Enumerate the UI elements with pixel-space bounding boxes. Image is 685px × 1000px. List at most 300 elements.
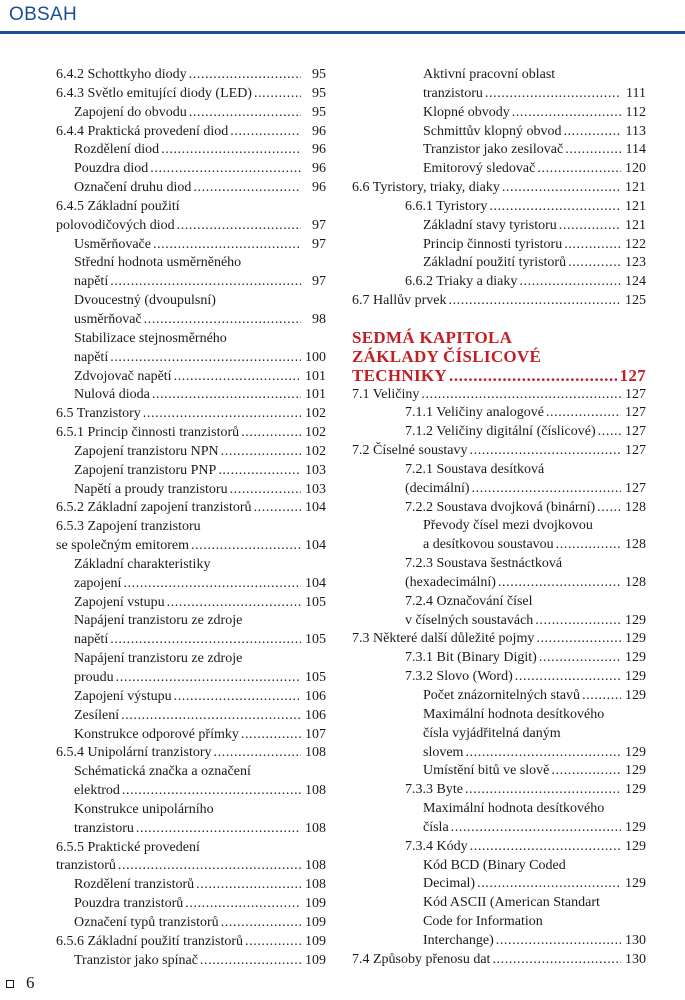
toc-entry-title: 6.6.1 Tyristory — [405, 198, 488, 214]
toc-entry-title: 6.4.5 Základní použití — [56, 198, 180, 214]
toc-entry-page: 128 — [625, 499, 646, 515]
leader-dots — [177, 217, 301, 236]
toc-entry-title: Konstrukce odporové přímky — [74, 726, 239, 742]
toc-entry-page: 108 — [305, 877, 326, 893]
toc-entry[interactable] — [56, 518, 326, 537]
leader-dots — [564, 236, 621, 255]
toc-entry-page: 128 — [625, 537, 646, 553]
toc-entry-page: 127 — [625, 405, 646, 421]
leader-dots — [254, 85, 301, 104]
leader-dots — [123, 575, 301, 594]
leader-dots — [221, 914, 301, 933]
toc-right-top — [352, 66, 646, 311]
chapter-title-line-2[interactable]: ZÁKLADY ČÍSLICOVÉ — [352, 346, 542, 366]
toc-entry-page: 108 — [305, 783, 326, 799]
toc-entry-page: 101 — [305, 387, 326, 403]
leader-dots — [110, 273, 301, 292]
toc-entry[interactable] — [352, 593, 646, 612]
toc-entry-page: 129 — [625, 838, 646, 854]
toc-entry[interactable] — [56, 424, 326, 443]
toc-entry-title: 6.5.2 Základní zapojení tranzistorů — [56, 500, 252, 516]
toc-entry[interactable] — [352, 612, 646, 631]
toc-entry[interactable] — [352, 442, 646, 461]
leader-dots — [196, 876, 301, 895]
toc-entry[interactable] — [352, 687, 646, 706]
toc-entry-title: 6.5.6 Základní použití tranzistorů — [56, 933, 244, 949]
toc-entry-title: Maximální hodnota desítkového — [423, 801, 605, 817]
toc-entry-page: 104 — [305, 500, 326, 516]
toc-entry-title: 6.4.4 Praktická provedení diod — [56, 123, 229, 139]
leader-dots — [153, 236, 301, 255]
toc-entry[interactable] — [352, 123, 646, 142]
toc-entry-page: 129 — [625, 782, 646, 798]
toc-entry-page: 105 — [305, 670, 326, 685]
toc-entry-title: v číselných soustavách — [405, 612, 534, 628]
chapter-page-number: 127 — [619, 365, 646, 385]
toc-entry[interactable] — [56, 895, 326, 914]
leader-dots — [214, 744, 301, 763]
toc-entry-page: 114 — [625, 142, 646, 158]
toc-entry-page: 105 — [305, 594, 326, 610]
toc-entry[interactable] — [56, 160, 326, 179]
toc-entry-page: 108 — [305, 858, 326, 874]
leader-dots — [502, 179, 621, 198]
toc-entry[interactable] — [56, 857, 326, 876]
toc-entry-title: se společným emitorem — [56, 538, 189, 554]
toc-entry[interactable] — [56, 876, 326, 895]
toc-entry-title: 7.2.2 Soustava dvojková (binární) — [405, 499, 596, 515]
toc-entry-title: 6.5.3 Zapojení tranzistoru — [56, 519, 201, 535]
leader-dots — [485, 85, 621, 104]
toc-entry-page: 103 — [305, 462, 326, 478]
leader-dots — [143, 405, 301, 424]
toc-entry[interactable] — [352, 179, 646, 198]
toc-entry-page: 95 — [312, 85, 326, 101]
toc-entry[interactable] — [352, 668, 646, 687]
leader-dots — [122, 782, 301, 801]
toc-entry[interactable] — [56, 141, 326, 160]
toc-entry[interactable] — [56, 236, 326, 255]
toc-entry-title: Umístění bitů ve slově — [423, 763, 550, 779]
toc-entry-title: Emitorový sledovač — [423, 161, 536, 177]
toc-entry-title: čísla vyjádřitelná daným — [423, 725, 561, 741]
toc-entry[interactable] — [352, 499, 646, 518]
toc-entry[interactable] — [56, 292, 326, 311]
leader-dots — [121, 707, 301, 726]
toc-entry-page: 129 — [625, 819, 646, 835]
toc-right-column — [352, 66, 646, 970]
toc-entry-page: 129 — [625, 763, 646, 779]
toc-entry[interactable] — [352, 894, 646, 913]
toc-entry-title: Pouzdra tranzistorů — [74, 896, 184, 912]
toc-entry[interactable] — [352, 517, 646, 536]
toc-entry-title: (hexadecimální) — [405, 574, 496, 590]
toc-entry[interactable] — [352, 386, 646, 405]
toc-entry-title: proudu — [74, 670, 114, 685]
leader-dots — [465, 781, 621, 800]
toc-entry[interactable] — [352, 725, 646, 744]
toc-entry-page: 105 — [305, 632, 326, 648]
leader-dots — [515, 668, 621, 687]
toc-entry-title: Napětí a proudy tranzistoru — [74, 481, 228, 497]
toc-entry-title: Klopné obvody — [423, 104, 510, 120]
toc-entry-page: 97 — [312, 274, 326, 290]
toc-entry-title: Zesílení — [74, 707, 120, 723]
toc-entry[interactable] — [56, 650, 326, 669]
leader-dots — [477, 875, 621, 894]
toc-entry-page: 101 — [305, 368, 326, 384]
toc-entry-page: 127 — [625, 386, 646, 402]
toc-entry-title: Zapojení tranzistoru NPN — [74, 443, 219, 459]
toc-entry[interactable] — [352, 273, 646, 292]
toc-entry-title: 6.5.4 Unipolární tranzistory — [56, 745, 212, 761]
toc-entry[interactable] — [352, 461, 646, 480]
toc-entry[interactable] — [352, 160, 646, 179]
toc-entry-title: 6.4.3 Světlo emitující diody (LED) — [56, 85, 252, 101]
leader-dots — [492, 951, 621, 970]
toc-entry-page: 130 — [625, 932, 646, 948]
toc-entry-title: Aktivní pracovní oblast — [423, 67, 556, 82]
toc-entry-page: 130 — [625, 951, 646, 967]
toc-entry-title: Zapojení tranzistoru PNP — [74, 462, 217, 478]
toc-entry[interactable] — [352, 838, 646, 857]
toc-entry-title: 7.1 Veličiny — [352, 386, 420, 402]
leader-dots — [421, 386, 621, 405]
toc-entry-title: zapojení — [74, 575, 122, 591]
toc-entry-page: 129 — [625, 876, 646, 892]
leader-dots — [167, 594, 301, 613]
toc-left-column — [56, 66, 326, 971]
toc-entry[interactable] — [352, 236, 646, 255]
toc-entry-page: 128 — [625, 574, 646, 590]
toc-entry[interactable] — [56, 631, 326, 650]
toc-entry[interactable] — [352, 932, 646, 951]
toc-entry-title: 7.2 Číselné soustavy — [352, 443, 468, 459]
toc-entry[interactable] — [352, 875, 646, 894]
toc-entry-page: 97 — [312, 236, 326, 252]
toc-entry-title: Počet znázornitelných stavů — [423, 688, 581, 703]
toc-entry-title: 6.7 Hallův prvek — [352, 293, 447, 309]
toc-entry-title: 7.4 Způsoby přenosu dat — [352, 951, 491, 967]
leader-dots — [551, 762, 621, 781]
toc-entry-title: slovem — [423, 744, 464, 760]
toc-entry-page: 106 — [305, 688, 326, 704]
chapter-title-line-1[interactable]: SEDMÁ KAPITOLA — [352, 327, 513, 347]
toc-entry-title: Rozdělení diod — [74, 142, 160, 158]
toc-entry[interactable] — [56, 839, 326, 858]
toc-entry[interactable] — [56, 179, 326, 198]
toc-entry[interactable] — [352, 706, 646, 725]
toc-entry-title: čísla — [423, 819, 449, 835]
toc-entry-title: 6.5.1 Princip činnosti tranzistorů — [56, 425, 240, 441]
toc-entry-title: Princip činnosti tyristoru — [423, 236, 563, 252]
toc-entry[interactable] — [56, 801, 326, 820]
toc-entry-page: 125 — [625, 293, 646, 309]
toc-entry[interactable] — [352, 141, 646, 160]
toc-entry-title: Kód ASCII (American Standart — [423, 895, 600, 911]
toc-entry-page: 95 — [312, 104, 326, 120]
toc-entry-title: Základní stavy tyristoru — [423, 217, 557, 233]
toc-entry[interactable] — [56, 104, 326, 123]
toc-entry[interactable] — [56, 368, 326, 387]
toc-entry-page: 109 — [305, 952, 326, 968]
leader-dots — [218, 462, 301, 481]
leader-dots — [245, 933, 301, 952]
toc-entry-title: Nulová dioda — [74, 387, 150, 403]
toc-entry-title: Schmittův klopný obvod — [423, 123, 562, 139]
toc-entry[interactable] — [352, 555, 646, 574]
toc-entry-title: napětí — [74, 274, 109, 290]
toc-entry-title: tranzistorů — [56, 858, 116, 874]
leader-dots — [136, 820, 301, 839]
toc-entry[interactable] — [352, 781, 646, 800]
toc-entry-title: 7.2.4 Označování čísel — [405, 593, 533, 609]
toc-entry[interactable] — [56, 198, 326, 217]
toc-entry-title: 7.2.1 Soustava desítková — [405, 461, 545, 477]
toc-entry[interactable] — [352, 254, 646, 273]
toc-entry-page: 111 — [626, 85, 646, 101]
toc-entry[interactable] — [56, 85, 326, 104]
leader-dots — [568, 254, 621, 273]
toc-entry[interactable] — [352, 800, 646, 819]
toc-entry[interactable] — [352, 630, 646, 649]
leader-dots — [110, 349, 301, 368]
toc-entry[interactable] — [352, 951, 646, 970]
toc-entry[interactable] — [56, 66, 326, 85]
toc-entry-title: 7.3.3 Byte — [405, 782, 463, 798]
toc-entry[interactable] — [56, 726, 326, 745]
toc-entry[interactable] — [352, 819, 646, 838]
toc-entry-title: Kód BCD (Binary Coded — [423, 857, 566, 873]
toc-right-bottom — [352, 386, 646, 970]
toc-entry-title: 7.1.1 Veličiny analogové — [405, 405, 544, 421]
toc-entry-page: 124 — [625, 274, 646, 290]
toc-entry[interactable] — [56, 688, 326, 707]
toc-entry[interactable] — [56, 820, 326, 839]
toc-entry-page: 95 — [312, 67, 326, 82]
toc-entry[interactable] — [352, 762, 646, 781]
toc-entry[interactable] — [352, 85, 646, 104]
leader-dots — [118, 857, 301, 876]
toc-entry[interactable] — [56, 952, 326, 971]
leader-dots — [451, 819, 621, 838]
leader-dots — [189, 66, 301, 85]
leader-dots — [230, 481, 301, 500]
leader-dots — [498, 574, 621, 593]
toc-entry-title: Základní použití tyristorů — [423, 255, 567, 271]
toc-entry-title: elektrod — [74, 783, 120, 799]
toc-entry-title: Zdvojovač napětí — [74, 368, 172, 384]
toc-entry-page: 113 — [625, 123, 646, 139]
toc-entry[interactable] — [56, 669, 326, 688]
toc-entry[interactable] — [352, 198, 646, 217]
leader-dots — [470, 442, 622, 461]
leader-dots — [241, 424, 301, 443]
toc-entry-page: 102 — [305, 406, 326, 422]
leader-dots — [174, 688, 301, 707]
leader-dots — [152, 386, 301, 405]
leader-dots — [449, 367, 617, 386]
leader-dots — [221, 443, 301, 462]
toc-entry-title: Označení druhu diod — [74, 180, 192, 196]
toc-entry[interactable] — [56, 273, 326, 292]
toc-entry-page: 109 — [305, 933, 326, 949]
leader-dots — [193, 179, 301, 198]
leader-dots — [465, 744, 621, 763]
toc-entry[interactable] — [56, 217, 326, 236]
toc-entry-page: 103 — [305, 481, 326, 497]
toc-entry[interactable] — [352, 423, 646, 442]
toc-entry-page: 112 — [625, 104, 646, 120]
toc-entry[interactable] — [352, 104, 646, 123]
toc-entry[interactable] — [56, 594, 326, 613]
toc-entry-title: a desítkovou soustavou — [423, 537, 554, 553]
toc-entry[interactable] — [352, 536, 646, 555]
toc-entry[interactable] — [352, 480, 646, 499]
toc-entry-title: Code for Information — [423, 914, 543, 930]
header-title: OBSAH — [9, 4, 78, 25]
toc-entry[interactable] — [56, 612, 326, 631]
toc-entry-title: polovodičových diod — [56, 217, 175, 233]
toc-entry[interactable] — [56, 782, 326, 801]
toc-entry-title: Maximální hodnota desítkového — [423, 706, 605, 722]
toc-entry[interactable] — [56, 330, 326, 349]
toc-entry-page: 109 — [305, 896, 326, 912]
leader-dots — [144, 311, 301, 330]
toc-entry-page: 96 — [312, 180, 326, 196]
leader-dots — [189, 104, 301, 123]
toc-entry-title: tranzistoru — [74, 820, 134, 836]
toc-entry-page: 129 — [625, 744, 646, 760]
toc-entry-title: Decimal) — [423, 876, 476, 892]
toc-entry-title: 6.5 Tranzistory — [56, 406, 141, 422]
toc-entry[interactable] — [56, 311, 326, 330]
toc-entry-title: Napájení tranzistoru ze zdroje — [74, 613, 243, 629]
toc-entry-page: 129 — [625, 612, 646, 628]
toc-entry-title: Konstrukce unipolárního — [74, 801, 214, 817]
toc-entry-page: 107 — [305, 726, 326, 742]
toc-entry-page: 104 — [305, 538, 326, 554]
leader-dots — [496, 932, 621, 951]
toc-entry[interactable] — [352, 857, 646, 876]
leader-dots — [241, 726, 301, 745]
toc-entry-title: Interchange) — [423, 932, 494, 948]
leader-dots — [161, 141, 301, 160]
toc-entry[interactable] — [352, 66, 646, 85]
leader-dots — [185, 895, 301, 914]
leader-dots — [546, 404, 621, 423]
toc-entry-title: Střední hodnota usměrněného — [74, 255, 242, 271]
toc-entry-title: Pouzdra diod — [74, 161, 149, 177]
toc-entry-page: 129 — [625, 650, 646, 666]
toc-entry-title: Zapojení výstupu — [74, 688, 172, 704]
leader-dots — [200, 952, 301, 971]
leader-dots — [537, 160, 621, 179]
toc-entry-title: Usměrňovače — [74, 236, 151, 252]
toc-entry[interactable] — [56, 349, 326, 368]
toc-entry[interactable] — [56, 254, 326, 273]
toc-entry[interactable] — [352, 913, 646, 932]
toc-entry-page: 120 — [625, 161, 646, 177]
toc-entry-page: 106 — [305, 707, 326, 723]
toc-entry-title: Zapojení vstupu — [74, 594, 165, 610]
toc-entry-page: 97 — [312, 217, 326, 233]
toc-entry[interactable] — [56, 462, 326, 481]
leader-dots — [191, 537, 301, 556]
toc-entry-title: 7.3.2 Slovo (Word) — [405, 669, 513, 685]
toc-entry[interactable] — [352, 292, 646, 311]
toc-entry[interactable] — [352, 404, 646, 423]
toc-entry[interactable] — [56, 707, 326, 726]
toc-entry-title: napětí — [74, 632, 109, 648]
toc-entry-page: 121 — [625, 198, 646, 214]
toc-entry-page: 102 — [305, 443, 326, 459]
toc-entry[interactable] — [56, 933, 326, 952]
toc-entry-title: Napájení tranzistoru ze zdroje — [74, 651, 243, 667]
toc-entry[interactable] — [56, 499, 326, 518]
toc-entry-title: (decimální) — [405, 480, 470, 496]
toc-entry[interactable] — [56, 123, 326, 142]
toc-entry-page: 127 — [625, 480, 646, 496]
leader-dots — [110, 631, 301, 650]
chapter-title-line-3[interactable]: TECHNIKY ..... 127 — [352, 367, 646, 386]
toc-entry[interactable] — [56, 763, 326, 782]
toc-entry-title: Stabilizace stejnosměrného — [74, 330, 227, 346]
toc-entry-title: usměrňovač — [74, 311, 142, 327]
toc-entry[interactable] — [352, 574, 646, 593]
toc-entry-title: 7.3.1 Bit (Binary Digit) — [405, 650, 537, 666]
toc-entry-page: 127 — [625, 424, 646, 440]
leader-dots — [116, 669, 301, 688]
leader-dots — [556, 536, 621, 555]
leader-dots — [539, 649, 621, 668]
toc-entry-title: 7.2.3 Soustava šestnáctková — [405, 556, 563, 572]
toc-entry[interactable] — [56, 744, 326, 763]
toc-entry-page: 121 — [625, 217, 646, 233]
leader-dots — [519, 273, 621, 292]
toc-entry-title: 7.3.4 Kódy — [405, 838, 468, 854]
toc-entry-title: napětí — [74, 349, 109, 365]
leader-dots — [254, 499, 301, 518]
toc-entry[interactable] — [56, 575, 326, 594]
leader-dots — [472, 480, 621, 499]
toc-entry[interactable] — [56, 443, 326, 462]
toc-entry[interactable] — [56, 556, 326, 575]
toc-entry[interactable] — [56, 405, 326, 424]
toc-entry[interactable] — [352, 649, 646, 668]
leader-dots — [597, 499, 621, 518]
leader-dots — [598, 423, 621, 442]
toc-entry-title: Tranzistor jako spínač — [74, 952, 198, 968]
toc-entry-title: Zapojení do obvodu — [74, 104, 187, 120]
toc-entry[interactable] — [56, 537, 326, 556]
leader-dots — [448, 292, 621, 311]
toc-entry-title: 6.6 Tyristory, triaky, diaky — [352, 180, 500, 196]
toc-entry[interactable] — [56, 914, 326, 933]
leader-dots — [470, 838, 621, 857]
leader-dots — [174, 368, 301, 387]
toc-entry-page: 129 — [625, 688, 646, 703]
toc-entry[interactable] — [352, 744, 646, 763]
toc-entry[interactable] — [56, 386, 326, 405]
toc-entry[interactable] — [352, 217, 646, 236]
toc-entry-page: 121 — [625, 180, 646, 196]
toc-entry[interactable] — [56, 481, 326, 500]
leader-dots — [559, 217, 621, 236]
toc-entry-page: 129 — [625, 669, 646, 685]
toc-entry-title: Rozdělení tranzistorů — [74, 877, 195, 893]
toc-entry-page: 96 — [312, 142, 326, 158]
